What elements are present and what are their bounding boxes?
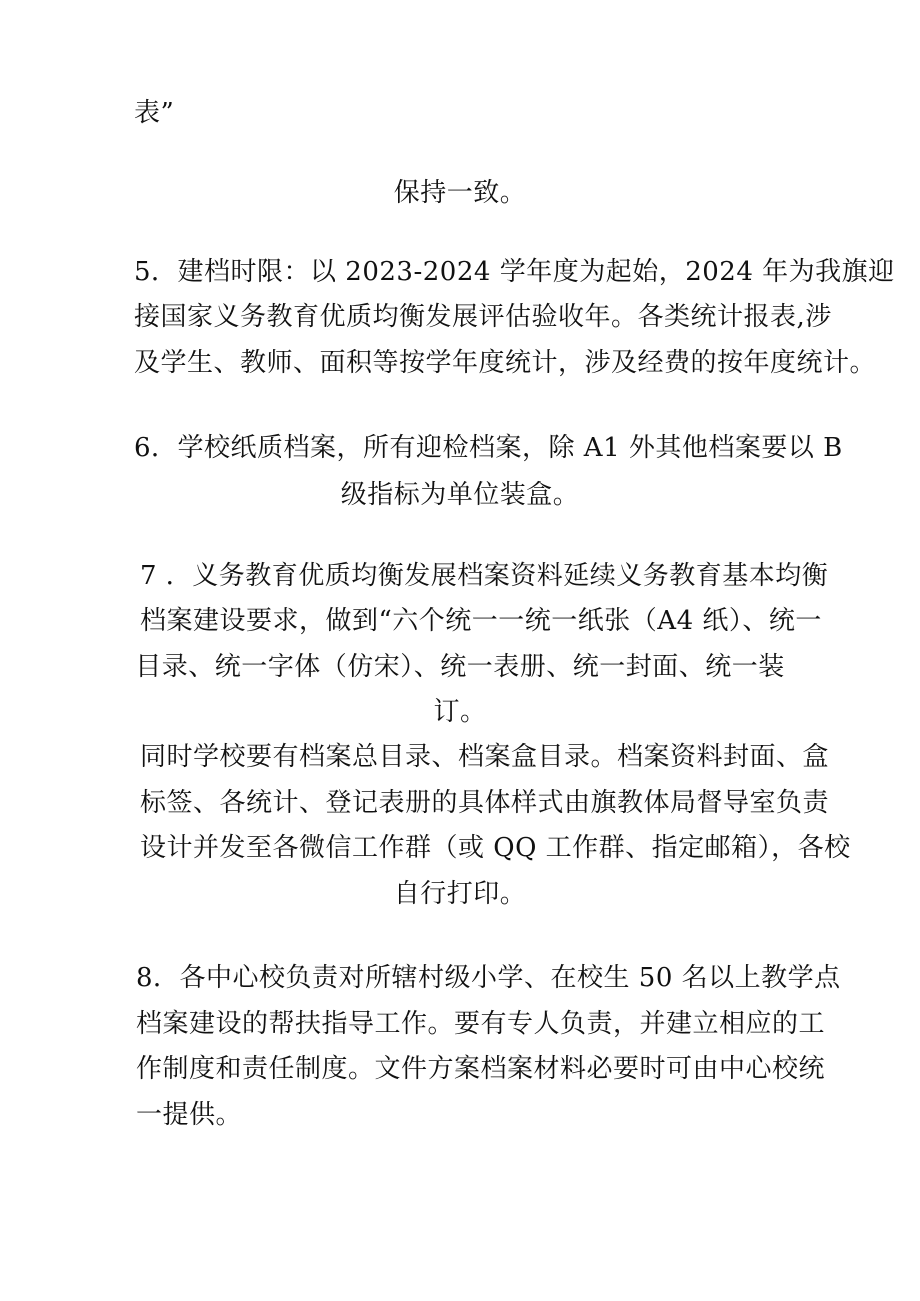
item-6-line-2: 级指标为单位装盒。 — [340, 480, 580, 510]
item-8-line-2: 档案建设的帮扶指导工作。要有专人负责，并建立相应的工 — [136, 1009, 826, 1039]
fragment-keep-text: 保持一致。 — [393, 178, 527, 208]
item-6-line-1: 6．学校纸质档案，所有迎检档案，除 A1 外其他档案要以 B — [134, 433, 843, 463]
item-7-line-3: 目录、统一字体（仿宋）、统一表册、统一封面、统一装 — [135, 652, 785, 682]
item-7-line-6: 标签、各统计、登记表册的具体样式由旗教体局督导室负责 — [140, 788, 830, 818]
item-8-line-1: 8．各中心校负责对所辖村级小学、在校生 50 名以上教学点 — [136, 963, 841, 993]
item-5-line-3: 及学生、教师、面积等按学年度统计，涉及经费的按年度统计。 — [134, 348, 877, 378]
item-7-line-7: 设计并发至各微信工作群（或 QQ 工作群、指定邮箱），各校 — [140, 833, 851, 863]
item-8-line-3: 作制度和责任制度。文件方案档案材料必要时可由中心校统 — [136, 1054, 826, 1084]
item-7-line-2: 档案建设要求，做到“六个统一一统一纸张（A4 纸）、统一 — [140, 606, 822, 636]
item-5-line-2: 接国家义务教育优质均衡发展评估验收年。各类统计报表,涉 — [134, 302, 832, 332]
item-7-line-4: 订。 — [433, 697, 487, 727]
item-7-line-5: 同时学校要有档案总目录、档案盒目录。档案资料封面、盒 — [140, 742, 830, 772]
fragment-top-text: 表” — [134, 98, 175, 128]
item-5-line-1: 5．建档时限：以 2023-2024 学年度为起始，2024 年为我旗迎 — [134, 257, 895, 287]
item-7-line-1: 7 ．义务教育优质均衡发展档案资料延续义务教育基本均衡 — [140, 561, 829, 591]
item-8-line-4: 一提供。 — [136, 1100, 243, 1130]
item-7-line-8: 自行打印。 — [393, 879, 527, 909]
